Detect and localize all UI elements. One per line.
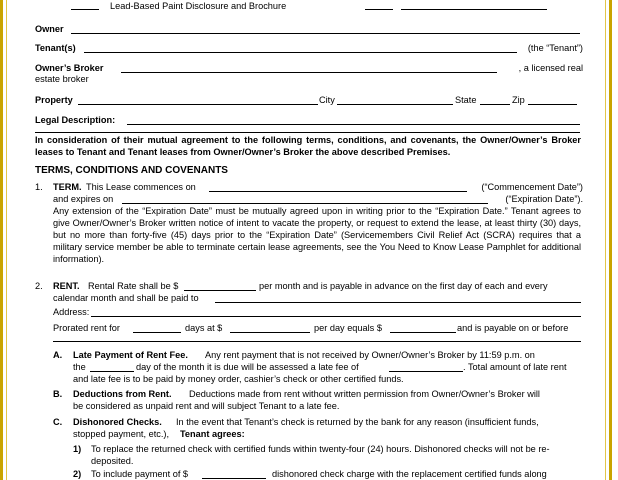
expiration-suffix: (“Expiration Date”). bbox=[505, 194, 583, 204]
rent-number: 2. bbox=[35, 281, 43, 291]
rental-rate-text: Rental Rate shall be $ bbox=[88, 281, 179, 291]
late-fee-day-field[interactable] bbox=[90, 371, 134, 372]
tenant-label: Tenant(s) bbox=[35, 43, 76, 53]
legal-row bbox=[35, 114, 583, 126]
property-row bbox=[35, 94, 583, 106]
legal-label: Legal Description: bbox=[35, 115, 116, 125]
item-2-text-2: dishonored check charge with the replacement certified funds along bbox=[272, 469, 547, 479]
per-day-equals-text: per day equals $ bbox=[314, 323, 382, 333]
late-fee-text-1: Any rent payment that is not received by Owner/Owner’s Broker by 11:59 p.m. on bbox=[205, 350, 535, 360]
term-body: Any extension of the “Expiration Date” must be mutually agreed upon in writing prior to the “Expiration Date.” Tenant agrees to give Owner/Owner’s Broker written notice of intent to vacate the property, or request to extend the lease, at least thirty (30) days, but no more than forty-five (45) days prior to the “Expiration Date” (Servicemembers Civil Relief Act (SCRA) requires that a military service member be able to terminate certain lease agreements, see the You Need to Know Lease Pamphlet for additional information). bbox=[53, 206, 581, 264]
owner-row bbox=[35, 23, 583, 35]
prorated-text: Prorated rent for bbox=[53, 323, 120, 333]
checkbox-line[interactable] bbox=[71, 9, 99, 10]
zip-field[interactable] bbox=[528, 104, 577, 105]
term-expires-text: and expires on bbox=[53, 194, 114, 204]
deductions-title: Deductions from Rent. bbox=[73, 389, 172, 399]
dishonored-title: Dishonored Checks. bbox=[73, 417, 162, 427]
initial-line-2[interactable] bbox=[401, 9, 547, 10]
rental-rate-field[interactable] bbox=[184, 290, 256, 291]
late-fee-label: A. bbox=[53, 350, 63, 360]
tenant-suffix: (the “Tenant”) bbox=[527, 43, 583, 53]
section-title: TERMS, CONDITIONS AND COVENANTS bbox=[35, 165, 228, 176]
broker-row-2 bbox=[35, 73, 583, 85]
tenant-agrees-text: Tenant agrees: bbox=[180, 429, 245, 439]
intro-paragraph: In consideration of their mutual agreement to the following terms, conditions, and covenants, the Owner/Owner’s Broker leases to Tenant and Tenant leases from Owner/Owner’s Broker the above described Premises. bbox=[35, 135, 581, 157]
item-1-text-2: deposited. bbox=[91, 456, 134, 466]
legal-field[interactable] bbox=[127, 124, 580, 125]
dishonored-charge-field[interactable] bbox=[202, 478, 266, 479]
paid-to-text: calendar month and shall be paid to bbox=[53, 293, 199, 303]
expiration-date-field[interactable] bbox=[122, 203, 488, 204]
rent-line-1 bbox=[35, 280, 583, 292]
property-label: Property bbox=[35, 95, 73, 105]
tenant-field[interactable] bbox=[84, 52, 517, 53]
deductions-label: B. bbox=[53, 389, 63, 399]
term-number: 1. bbox=[35, 182, 43, 192]
commencement-suffix: (“Commencement Date”) bbox=[481, 182, 583, 192]
zip-label: Zip bbox=[512, 95, 525, 105]
per-day-amount-field[interactable] bbox=[230, 332, 310, 333]
disclosure-label: Lead-Based Paint Disclosure and Brochure bbox=[110, 1, 287, 11]
term-title: TERM. bbox=[53, 182, 82, 192]
estate-broker-text: estate broker bbox=[35, 74, 89, 84]
rent-title: RENT. bbox=[53, 281, 80, 291]
item-1-number: 1) bbox=[73, 444, 82, 454]
dishonored-text-2: stopped payment, etc.), bbox=[73, 429, 170, 439]
commencement-date-field[interactable] bbox=[209, 191, 467, 192]
dishonored-text-1: In the event that Tenant’s check is returned by the bank for any reason (insufficient funds, bbox=[176, 417, 539, 427]
item-2-text-1: To include payment of $ bbox=[91, 469, 189, 479]
late-fee-text-2: day of the month it is due will be assessed a late fee of bbox=[136, 362, 359, 372]
address-field[interactable] bbox=[91, 316, 581, 317]
late-fee-title: Late Payment of Rent Fee. bbox=[73, 350, 188, 360]
property-field[interactable] bbox=[78, 104, 318, 105]
owner-field[interactable] bbox=[71, 33, 580, 34]
payable-before-text: and is payable on or before bbox=[457, 323, 569, 333]
term-commence-text: This Lease commences on bbox=[86, 182, 196, 192]
state-field[interactable] bbox=[480, 104, 510, 105]
rent-payable-text: per month and is payable in advance on the first day of each and every bbox=[259, 281, 548, 291]
deductions-text-2: be considered as unpaid rent and will subject Tenant to a late fee. bbox=[73, 401, 340, 411]
broker-label: Owner’s Broker bbox=[35, 63, 104, 73]
term-line-1 bbox=[35, 181, 583, 193]
prorated-days-field[interactable] bbox=[133, 332, 181, 333]
city-field[interactable] bbox=[337, 104, 453, 105]
late-fee-the: the bbox=[73, 362, 86, 372]
item-2-number: 2) bbox=[73, 469, 82, 479]
paid-to-field[interactable] bbox=[215, 302, 581, 303]
payable-date-field[interactable] bbox=[53, 341, 581, 342]
prorated-total-field[interactable] bbox=[390, 332, 456, 333]
licensed-text: , a licensed real bbox=[518, 63, 583, 73]
legal-field-line-2[interactable] bbox=[35, 132, 580, 133]
initial-line-1[interactable] bbox=[365, 9, 393, 10]
days-at-text: days at $ bbox=[185, 323, 223, 333]
city-label: City bbox=[319, 95, 335, 105]
address-label: Address: bbox=[53, 307, 90, 317]
late-fee-amount-field[interactable] bbox=[389, 371, 463, 372]
late-fee-text-3: . Total amount of late rent bbox=[463, 362, 567, 372]
state-label: State bbox=[455, 95, 477, 105]
item-1-text-1: To replace the returned check with certified funds within twenty-four (24) hours. Dishonored checks will not be re- bbox=[91, 444, 550, 454]
deductions-text-1: Deductions made from rent without written permission from Owner/Owner’s Broker will bbox=[189, 389, 540, 399]
tenant-row bbox=[35, 42, 583, 54]
late-fee-text-4: and late fee is to be paid by money order, cashier’s check or other certified funds. bbox=[73, 374, 404, 384]
dishonored-label: C. bbox=[53, 417, 63, 427]
owner-label: Owner bbox=[35, 24, 64, 34]
